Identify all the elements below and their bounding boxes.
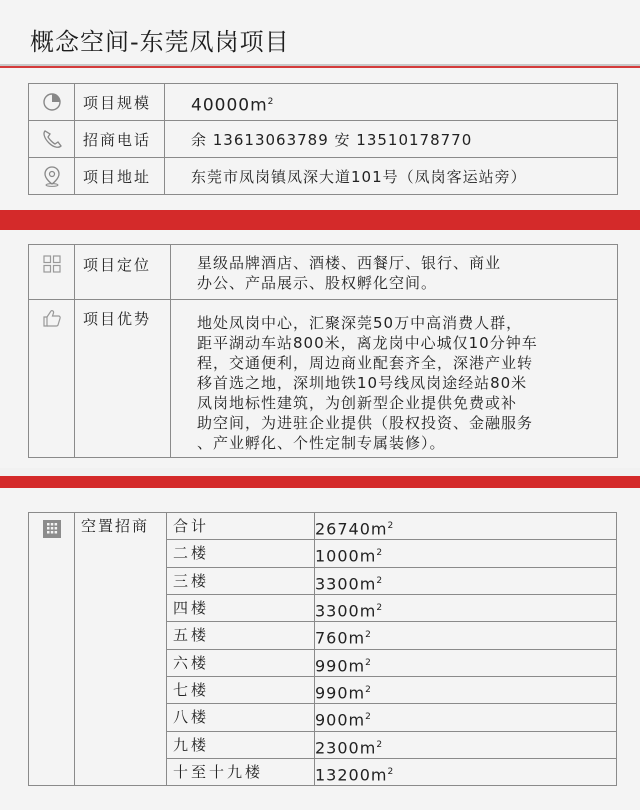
floor-area: $3300m^2$ [315,567,617,594]
grid-squares-icon [43,255,61,273]
floor-label: 六楼 [167,649,315,676]
page-title: 概念空间-东莞凤岗项目 [30,28,290,56]
red-divider [0,210,640,230]
info-value-scale: $40000m^2$ [165,84,618,121]
floor-label: 二楼 [167,540,315,567]
floor-area: $1000m^2$ [315,540,617,567]
floor-area: $900m^2$ [315,704,617,731]
floor-label: 十至十九楼 [167,758,315,785]
info-label: 招商电话 [75,121,165,158]
info-value-address: 东莞市凤岗镇凤深大道101号（凤岗客运站旁） [165,158,618,195]
detail-row-advantages [29,300,618,458]
info-table [28,83,618,195]
info-row-phone [29,121,618,158]
floor-area: $2300m^2$ [315,731,617,758]
info-value-phone: 余 13613063789 安 13510178770 [165,121,618,158]
details-table [28,244,618,458]
floor-label: 七楼 [167,676,315,703]
table-row [29,513,617,540]
floor-label: 合计 [167,513,315,540]
red-divider [0,476,640,488]
floor-area: $990m^2$ [315,676,617,703]
title-bar [0,0,640,66]
floor-label: 九楼 [167,731,315,758]
floor-area: $3300m^2$ [315,594,617,621]
floor-area: $760m^2$ [315,622,617,649]
detail-text: 星级品牌酒店、酒楼、西餐厅、银行、商业 办公、产品展示、股权孵化空间。 [171,245,618,300]
info-label: 项目规模 [75,84,165,121]
vacancy-label: 空置招商 [75,513,167,786]
location-pin-icon [42,165,62,187]
detail-row-positioning [29,245,618,300]
vacancy-table [28,512,617,786]
info-row-scale [29,84,618,121]
floor-label: 八楼 [167,704,315,731]
floor-label: 四楼 [167,594,315,621]
detail-label: 项目优势 [75,300,171,458]
info-row-address [29,158,618,195]
floor-area: $990m^2$ [315,649,617,676]
detail-text: 地处凤岗中心，汇聚深莞50万中高消费人群， 距平湖动车站800米，离龙岗中心城仅10分钟车 程，交通便利，周边商业配套齐全，深港产业转 移首选之地，深圳地铁10号线凤岗途经站80米 凤岗地标性建筑，为创新型企业提供免费或补 助空间，为进驻企业提供（股权投资、金融服务 、产业孵化、个性定制专属装修）。 [171,300,618,458]
phone-icon [41,129,63,149]
floor-label: 三楼 [167,567,315,594]
detail-label: 项目定位 [75,245,171,300]
thumbs-up-icon [42,309,62,327]
floor-label: 五楼 [167,622,315,649]
floor-area: $13200m^2$ [315,758,617,785]
pie-chart-icon [42,92,62,112]
floor-area: $26740m^2$ [315,513,617,540]
info-label: 项目地址 [75,158,165,195]
building-icon [42,519,62,539]
